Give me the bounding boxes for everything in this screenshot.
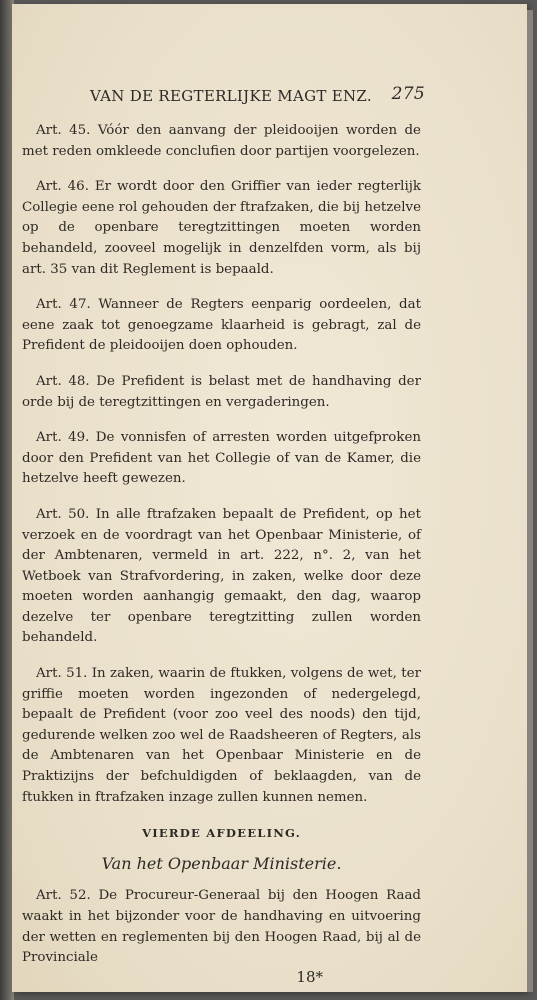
section-subheading: Van het Openbaar Ministerie. bbox=[101, 853, 342, 873]
article-48: Art. 48. De Prefident is belast met de handhaving der orde bij de teregtzittingen en vergaderingen. bbox=[22, 373, 421, 410]
running-head-title: VAN DE REGTERLIJKE MAGT ENZ. bbox=[90, 87, 372, 105]
book-page bbox=[12, 4, 527, 992]
article-52: Art. 52. De Procureur-Generaal bij den Hoogen Raad waakt in het bijzonder voor de handhaving en uitvoering der wetten en reglementen bij den Hoogen Raad, bij al de Provinciale bbox=[22, 888, 421, 966]
article-51: Art. 51. In zaken, waarin de ftukken, volgens de wet, ter griffie moeten worden ingezonden of nedergelegd, bepaalt de Prefident (voor zoo veel des noods) den tijd, gedurende welken zoo wel de Raadsheeren of Regters, als de Ambtenaren van het Openbaar Ministerie en de Praktizijns der befchuldigden of beklaagden, van de ftukken in ftrafzaken inzage zullen kunnen nemen. bbox=[22, 666, 421, 805]
page-text-block bbox=[22, 82, 425, 987]
article-47: Art. 47. Wanneer de Regters eenparig oordeelen, dat eene zaak tot genoegzame klaarheid is gebragt, zal de Prefident de pleidooijen doen ophouden. bbox=[22, 297, 421, 354]
article-49: Art. 49. De vonnisfen of arresten worden uitgefproken door den Prefident van het Collegie of van de Kamer, die hetzelve heeft gewezen. bbox=[22, 430, 421, 487]
page-number: 275 bbox=[391, 84, 425, 104]
section-heading: VIERDE AFDEELING. bbox=[142, 826, 301, 841]
running-head bbox=[22, 82, 425, 108]
signature-mark: 18* bbox=[296, 967, 323, 986]
article-50: Art. 50. In alle ftrafzaken bepaalt de Prefident, op het verzoek en de voordragt van het Openbaar Ministerie, of der Ambtenaren, vermeld in art. 222, n°. 2, van het Wetboek van Strafvordering, in zaken, welke door deze moeten worden aanhangig gemaakt, den dag, waarop dezelve ter openbare teregtzitting zullen worden behandeld. bbox=[22, 506, 421, 646]
page-edge bbox=[527, 10, 533, 992]
article-45: Art. 45. Vóór den aanvang der pleidooijen worden de met reden omkleede conclufien door partijen voorgelezen. bbox=[22, 123, 421, 159]
article-46: Art. 46. Er wordt door den Griffier van ieder regterlijk Collegie eene rol gehouden der ftrafzaken, die bij hetzelve op de openbare teregtzittingen moeten worden behandeld, zooveel mogelijk in denzelfden vorm, als bij art. 35 van dit Reglement is bepaald. bbox=[22, 179, 421, 277]
